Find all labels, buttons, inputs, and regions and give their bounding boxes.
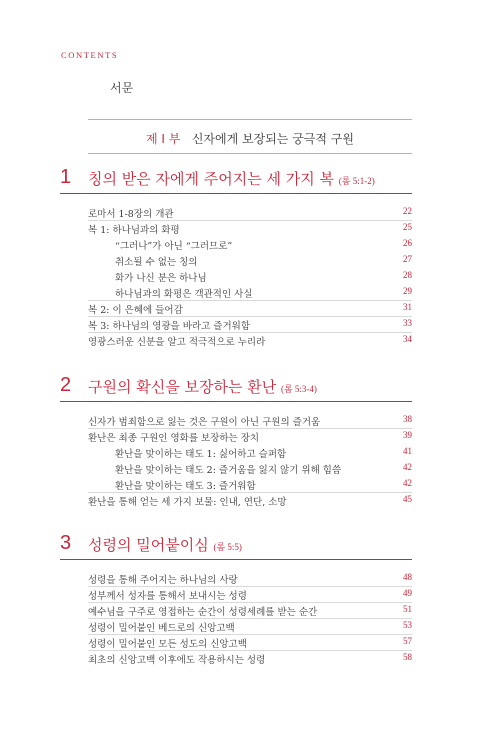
toc-entry-page: 51 bbox=[403, 604, 412, 614]
toc-entry-page: 53 bbox=[403, 620, 412, 630]
chapter-1-title[interactable] bbox=[88, 168, 375, 189]
toc-subentry[interactable] bbox=[115, 270, 412, 284]
toc-entry-text: 성령이 밀어붙인 모든 성도의 신앙고백 bbox=[88, 639, 247, 650]
toc-subentry[interactable] bbox=[115, 286, 412, 300]
toc-subentry[interactable] bbox=[115, 478, 412, 492]
toc-entry-page: 31 bbox=[403, 302, 412, 312]
toc-entry-text: 신자가 범죄함으로 잃는 것은 구원이 아닌 구원의 즐거움 bbox=[88, 417, 321, 428]
toc-entry[interactable] bbox=[88, 222, 412, 236]
toc-entry-text: 성부께서 성자를 통해서 보내시는 성령 bbox=[88, 591, 247, 602]
toc-entry-page: 25 bbox=[403, 222, 412, 232]
toc-entry[interactable] bbox=[88, 572, 412, 586]
toc-entry-page: 49 bbox=[403, 588, 412, 598]
toc-entry-text: “그러나”가 아닌 “그러므로” bbox=[115, 241, 233, 252]
chapter-3-title-text: 성령의 밀어붙이심 bbox=[88, 536, 209, 554]
toc-entry[interactable] bbox=[88, 206, 412, 220]
toc-entry-text: 복 3: 하나님의 영광을 바라고 즐거워함 bbox=[88, 321, 250, 332]
toc-entry-text: 화가 나신 분은 하나님 bbox=[115, 273, 207, 284]
chapter-3-rule bbox=[60, 559, 412, 560]
chapter-1-rule bbox=[60, 193, 412, 194]
toc-entry-page: 28 bbox=[403, 270, 412, 280]
toc-entry-text: 로마서 1-8장의 개관 bbox=[88, 209, 174, 220]
toc-subentry[interactable] bbox=[115, 254, 412, 268]
entry-separator bbox=[88, 300, 412, 301]
toc-entry-text: 복 2: 이 은혜에 들어감 bbox=[88, 305, 183, 316]
toc-entry-page: 42 bbox=[403, 462, 412, 472]
entry-separator bbox=[88, 428, 412, 429]
chapter-2-ref: (롬 5:3-4) bbox=[280, 384, 317, 394]
toc-entry-text: 환난을 맞이하는 태도 2: 즐거움을 잃지 않기 위해 힘씀 bbox=[115, 465, 342, 476]
part-number: 제 I 부 bbox=[146, 132, 181, 146]
toc-subentry[interactable] bbox=[115, 446, 412, 460]
toc-entry-page: 33 bbox=[403, 318, 412, 328]
chapter-3-number: 3 bbox=[60, 532, 72, 554]
toc-entry-page: 38 bbox=[403, 414, 412, 424]
toc-entry-page: 48 bbox=[403, 572, 412, 582]
toc-entry-page: 22 bbox=[403, 206, 412, 216]
entry-separator bbox=[88, 586, 412, 587]
toc-entry-text: 하나님과의 화평은 객관적인 사실 bbox=[115, 289, 253, 300]
toc-entry-text: 영광스러운 신분을 알고 적극적으로 누리라 bbox=[88, 337, 266, 348]
toc-entry-text: 성령을 통해 주어지는 하나님의 사랑 bbox=[88, 575, 238, 586]
chapter-3-ref: (롬 5:5) bbox=[213, 542, 242, 552]
toc-entry[interactable] bbox=[88, 588, 412, 602]
toc-entry-text: 취소될 수 없는 칭의 bbox=[115, 257, 198, 268]
toc-entry-page: 29 bbox=[403, 286, 412, 296]
entry-separator bbox=[88, 220, 412, 221]
chapter-2-rule bbox=[60, 401, 412, 402]
toc-entry-page: 34 bbox=[403, 334, 412, 344]
toc-entry-page: 57 bbox=[403, 636, 412, 646]
toc-entry[interactable] bbox=[88, 430, 412, 444]
toc-entry-page: 41 bbox=[403, 446, 412, 456]
toc-entry-text: 성령이 밀어붙인 베드로의 신앙고백 bbox=[88, 623, 235, 634]
toc-entry-page: 45 bbox=[403, 494, 412, 504]
part-heading bbox=[0, 130, 500, 147]
chapter-2-number: 2 bbox=[60, 374, 72, 396]
contents-label: CONTENTS bbox=[61, 50, 119, 60]
part-bottom-rule bbox=[88, 153, 412, 154]
entry-separator bbox=[88, 634, 412, 635]
toc-entry[interactable] bbox=[88, 334, 412, 348]
entry-separator bbox=[88, 316, 412, 317]
chapter-1-title-text: 칭의 받은 자에게 주어지는 세 가지 복 bbox=[88, 170, 334, 188]
toc-subentry[interactable] bbox=[115, 462, 412, 476]
toc-entry[interactable] bbox=[88, 636, 412, 650]
toc-entry-text: 최초의 신앙고백 이후에도 작용하시는 성령 bbox=[88, 655, 266, 666]
toc-entry-page: 26 bbox=[403, 238, 412, 248]
chapter-1-ref: (롬 5:1-2) bbox=[338, 176, 375, 186]
toc-entry-text: 예수님을 구주로 영접하는 순간이 성령세례를 받는 순간 bbox=[88, 607, 318, 618]
toc-entry-page: 39 bbox=[403, 430, 412, 440]
toc-entry[interactable] bbox=[88, 494, 412, 508]
entry-separator bbox=[88, 492, 412, 493]
entry-separator bbox=[88, 618, 412, 619]
toc-entry-text: 환난을 통해 얻는 세 가지 보물: 인내, 연단, 소망 bbox=[88, 497, 287, 508]
toc-entry[interactable] bbox=[88, 652, 412, 666]
toc-entry-page: 42 bbox=[403, 478, 412, 488]
entry-separator bbox=[88, 650, 412, 651]
chapter-3-title[interactable] bbox=[88, 534, 242, 555]
chapter-1-number: 1 bbox=[60, 166, 72, 188]
toc-entry-text: 환난은 최종 구원인 영화를 보장하는 장치 bbox=[88, 433, 260, 444]
chapter-2-title[interactable] bbox=[88, 376, 317, 397]
toc-entry-page: 58 bbox=[403, 652, 412, 662]
entry-separator bbox=[88, 332, 412, 333]
preface-entry[interactable]: 서문 bbox=[110, 81, 134, 95]
toc-entry-text: 복 1: 하나님과의 화평 bbox=[88, 225, 180, 236]
chapter-2-title-text: 구원의 확신을 보장하는 환난 bbox=[88, 378, 277, 396]
toc-entry[interactable] bbox=[88, 414, 412, 428]
part-title: 신자에게 보장되는 궁극적 구원 bbox=[191, 132, 354, 146]
toc-subentry[interactable] bbox=[115, 238, 412, 252]
toc-entry[interactable] bbox=[88, 620, 412, 634]
toc-entry[interactable] bbox=[88, 318, 412, 332]
toc-entry-page: 27 bbox=[403, 254, 412, 264]
toc-entry[interactable] bbox=[88, 302, 412, 316]
toc-entry-text: 환난을 맞이하는 태도 1: 싫어하고 슬퍼함 bbox=[115, 449, 287, 460]
toc-entry-text: 환난을 맞이하는 태도 3: 즐거워함 bbox=[115, 481, 256, 492]
entry-separator bbox=[88, 602, 412, 603]
toc-entry[interactable] bbox=[88, 604, 412, 618]
part-top-rule bbox=[88, 119, 412, 120]
